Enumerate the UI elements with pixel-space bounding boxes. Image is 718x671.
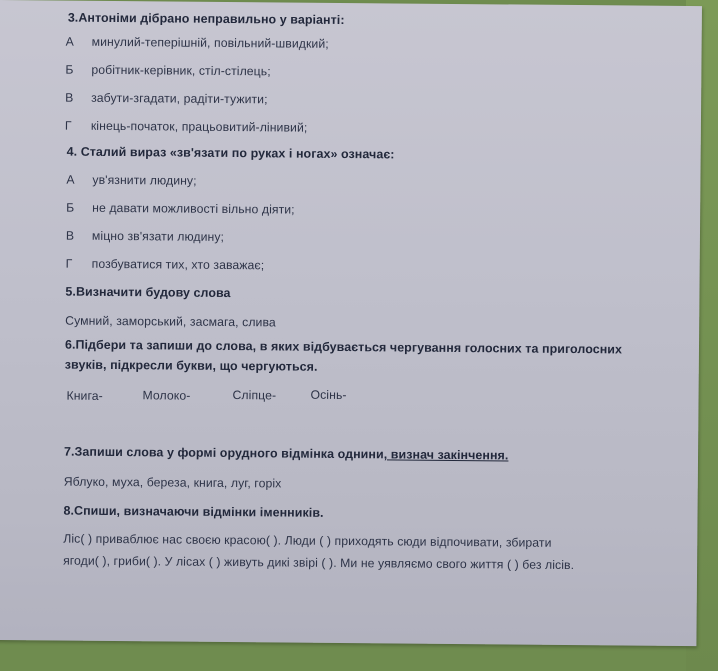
q3-option-b (65, 63, 270, 79)
option-text: забути-згадати, радіти-тужити; (91, 90, 268, 107)
question-7-title-main: 7.Запиши слова у формі орудного відмінка однини (64, 444, 384, 462)
option-text: не давати можливості вільно діяти; (92, 200, 295, 217)
q6-word-1: Книга- (66, 388, 103, 403)
option-letter: А (66, 172, 75, 187)
question-7-title (64, 445, 509, 463)
question-5-words: Сумний, заморський, засмага, слива (65, 313, 276, 330)
option-letter: В (65, 228, 75, 243)
q6-word-2: Молоко- (142, 388, 191, 403)
option-text: ув'язнити людину; (92, 172, 197, 188)
q4-option-a (66, 173, 196, 188)
question-8-title: 8.Спиши, визначаючи відмінки іменників. (63, 503, 324, 520)
q4-option-b (66, 201, 295, 217)
question-3-title: 3.Антоніми дібрано неправильно у варіанті: (67, 10, 345, 28)
question-5-title: 5.Визначити будову слова (65, 284, 231, 301)
question-4-title: 4. Сталий вираз «зв'язати по руках і ногах» означає: (66, 144, 395, 162)
q6-word-3: Сліпце- (232, 388, 277, 403)
option-text: міцно зв'язати людину; (91, 228, 225, 244)
option-text: кінець-початок, працьовитий-лінивий; (90, 118, 308, 135)
option-letter: В (65, 90, 74, 105)
q3-option-a (66, 35, 329, 51)
option-text: робітник-керівник, стіл-стілець; (91, 62, 271, 79)
option-letter: Г (64, 118, 72, 133)
question-8-text-line2: ягоди( ), гриби( ). У лісах ( ) живуть дикі звірі ( ). Ми не уявляємо свого життя ( ) без лісів. (63, 553, 575, 573)
option-letter: Г (65, 256, 73, 271)
question-6-title-line2: звуків, підкресли букви, що чергуються. (64, 357, 318, 374)
question-8-text-line1: Ліс( ) приваблює нас своєю красою( ). Люди ( ) приходять сюди відпочивати, збирати (63, 531, 552, 550)
q4-option-c (66, 229, 224, 244)
option-letter: А (65, 34, 74, 49)
option-letter: Б (65, 62, 74, 77)
question-6-title-line1: 6.Підбери та запиши до слова, в яких відбувається чергування голосних та приголосних (64, 337, 623, 357)
question-7-words: Яблуко, муха, береза, книга, луг, горіх (63, 474, 282, 491)
q3-option-d (65, 119, 308, 135)
q3-option-c (65, 91, 268, 107)
option-text: минулий-теперішній, повільний-швидкий; (91, 34, 329, 51)
option-text: позбуватися тих, хто заважає; (91, 256, 265, 273)
question-7-title-underlined: , визнач закінчення. (383, 447, 509, 463)
q6-word-4: Осінь- (310, 387, 347, 403)
q4-option-d (66, 257, 265, 273)
option-letter: Б (66, 200, 75, 215)
